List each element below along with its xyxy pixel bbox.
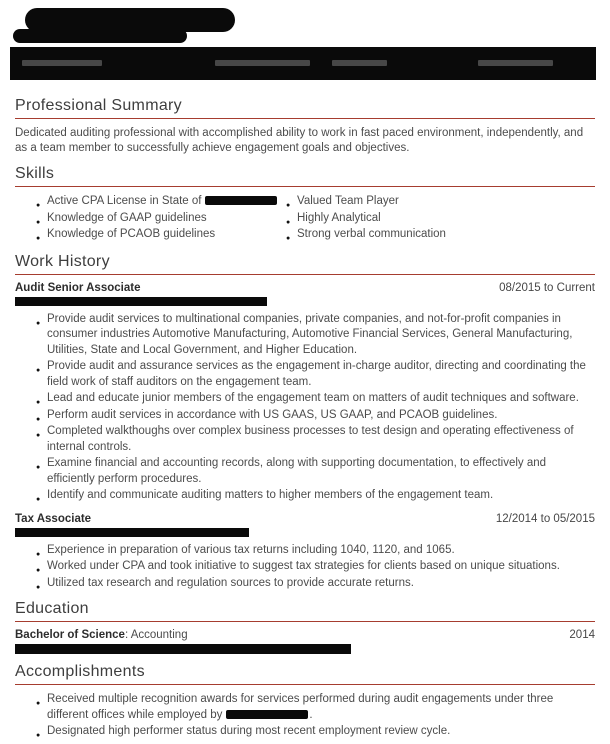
summary-text: Dedicated auditing professional with accomplished ability to work in fast paced environment, independently, and as a team member to successfully achieve engagement goals and objectives.	[15, 127, 584, 154]
job-bullet: ● Identify and communicate auditing matters to higher members of the engagement team.	[35, 488, 595, 504]
section-divider	[15, 274, 595, 275]
job-bullet-list	[35, 312, 595, 504]
job-header	[15, 282, 595, 294]
skill-item	[35, 194, 285, 210]
skill-text: Active CPA License in State of	[47, 195, 202, 207]
section-professional-summary	[15, 97, 595, 156]
section-title-professional-summary: Professional Summary	[15, 97, 182, 114]
section-title-work-history: Work History	[15, 252, 110, 270]
degree-line	[15, 629, 188, 641]
contact-remnant	[478, 60, 553, 66]
section-skills	[15, 165, 595, 244]
job-bullet: ● Provide audit services to multinational companies, private companies, and not-for-profit companies in consumer industries Automotive Manufacturing, Automotive Financial Services, General Manufacturing, Utilities, State and Local Government, and Higher Education.	[35, 312, 595, 359]
job-header	[15, 513, 595, 525]
job-bullet: ● Perform audit services in accordance with US GAAS, US GAAP, and PCAOB guidelines.	[35, 408, 595, 424]
job-entry-tax-associate	[15, 513, 595, 592]
job-bullet: ● Utilized tax research and regulation sources to provide accurate returns.	[35, 576, 595, 592]
skill-item: ● Knowledge of GAAP guidelines	[35, 211, 285, 227]
accomplishment-text: Received multiple recognition awards for services performed during audit engagements under three different offices while employed by	[47, 693, 554, 721]
resume-header	[15, 0, 595, 88]
section-work-history	[15, 253, 595, 592]
contact-remnant	[215, 60, 310, 66]
section-divider	[15, 621, 595, 622]
job-bullet: ● Examine financial and accounting records, along with supporting documentation, to effectively and efficiently perform procedures.	[35, 456, 595, 487]
job-bullet: ● Experience in preparation of various tax returns including 1040, 1120, and 1065.	[35, 543, 595, 559]
section-accomplishments	[15, 663, 595, 740]
job-dates: 12/2014 to 05/2015	[495, 512, 595, 525]
job-title: Tax Associate	[15, 512, 92, 525]
skill-item: ● Knowledge of PCAOB guidelines	[35, 227, 285, 243]
degree-name: Bachelor of Science	[15, 629, 125, 641]
contact-remnant	[22, 60, 102, 66]
job-bullet: ● Completed walkthoughs over complex business processes to test design and operating effectiveness of internal controls.	[35, 424, 595, 455]
section-divider	[15, 186, 595, 187]
redacted-employer-name	[226, 710, 308, 719]
skill-item: ● Valued Team Player	[285, 194, 595, 210]
section-title-skills: Skills	[15, 165, 55, 182]
redacted-company-name	[15, 528, 249, 537]
education-entry	[15, 629, 595, 641]
accomplishment-text: .	[309, 708, 313, 721]
redacted-school-name	[15, 644, 351, 654]
accomplishment-item: ● Designated high performer status during most recent employment review cycle.	[35, 724, 595, 740]
section-title-education: Education	[15, 600, 89, 617]
job-dates: 08/2015 to Current	[499, 281, 595, 294]
skills-columns	[15, 194, 595, 244]
job-entry-audit-senior-associate	[15, 282, 595, 504]
job-title: Audit Senior Associate	[15, 281, 141, 294]
redacted-state-name	[205, 196, 277, 205]
skills-list-right	[285, 194, 595, 244]
job-bullet-list	[35, 543, 595, 592]
degree-field: : Accounting	[124, 629, 188, 641]
accomplishments-list	[35, 692, 595, 740]
section-divider	[15, 118, 595, 119]
job-bullet: ● Worked under CPA and took initiative to suggest tax strategies for clients based on unique situations.	[35, 559, 595, 575]
job-bullet: ● Lead and educate junior members of the engagement team on matters of audit techniques and software.	[35, 391, 595, 407]
job-bullet: ● Provide audit and assurance services as the engagement in-charge auditor, directing and coordinating the field work of staff auditors on the engagement team.	[35, 359, 595, 390]
redacted-company-name	[15, 297, 267, 306]
redacted-subtitle	[13, 29, 187, 43]
section-education	[15, 600, 595, 654]
skills-list-left	[35, 194, 285, 244]
section-divider	[15, 684, 595, 685]
section-title-accomplishments: Accomplishments	[15, 663, 145, 680]
skill-item: ● Strong verbal communication	[285, 227, 595, 243]
redacted-contact-bar	[10, 47, 596, 80]
graduation-year: 2014	[569, 629, 595, 641]
contact-remnant	[332, 60, 387, 66]
skill-item: ● Highly Analytical	[285, 211, 595, 227]
accomplishment-item	[35, 692, 595, 723]
